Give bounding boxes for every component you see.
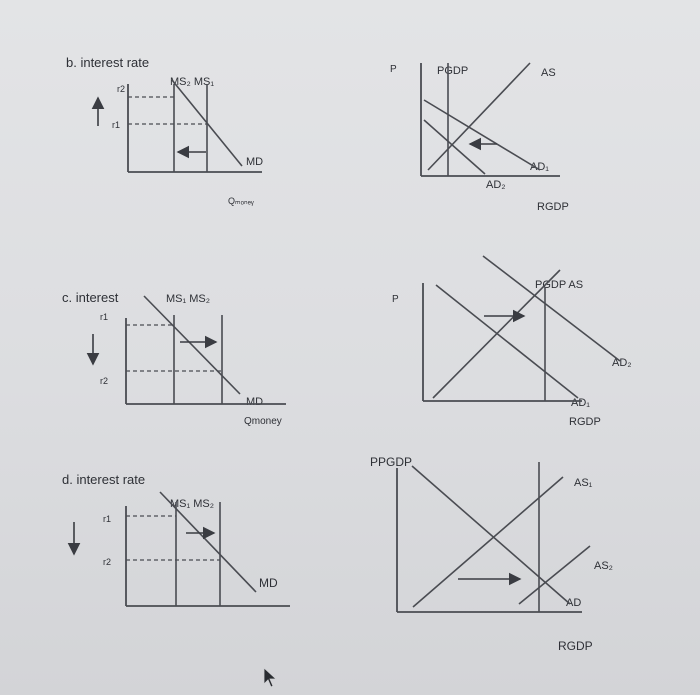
panel-d-as2-label: AS₂ bbox=[594, 560, 613, 572]
panel-d-as2-curve bbox=[519, 546, 590, 604]
panel-d-ppgdp-label: PPGDP bbox=[370, 455, 413, 469]
panel-d-as1-curve bbox=[413, 477, 563, 607]
panel-b-adas bbox=[390, 63, 569, 213]
panel-c-p-label: P bbox=[392, 294, 399, 305]
panel-d-md-label: MD bbox=[259, 576, 278, 590]
panel-c-ad2-label: AD₂ bbox=[612, 357, 632, 369]
panel-c-md-label: MD bbox=[246, 396, 264, 408]
panel-b-r2-label: r2 bbox=[117, 84, 126, 94]
panel-c-ad1-label: AD₁ bbox=[571, 397, 590, 409]
panel-b-p-label: P bbox=[390, 64, 397, 75]
panel-c-rgdp-label: RGDP bbox=[569, 416, 601, 428]
panel-b-r1-label: r1 bbox=[112, 120, 121, 130]
mouse-pointer-icon bbox=[264, 668, 276, 687]
panel-b-ad2-curve bbox=[424, 120, 485, 174]
panel-b-md-label: MD bbox=[246, 156, 264, 168]
panel-b-title: b. interest rate bbox=[66, 55, 150, 70]
panel-c-md-curve bbox=[144, 296, 240, 394]
panel-b-as-label: AS bbox=[541, 67, 556, 79]
panel-b-ms-labels: MS₂ MS₁ bbox=[170, 76, 215, 88]
panel-c-qmoney-label: Qmoney bbox=[244, 416, 282, 427]
panel-c-ms-labels: MS₁ MS₂ bbox=[166, 293, 211, 305]
panel-d-r1-label: r1 bbox=[103, 514, 112, 524]
panel-d-rgdp-label: RGDP bbox=[558, 639, 593, 653]
panel-d-ad-curve bbox=[412, 466, 570, 604]
panel-b-ad2-label: AD₂ bbox=[486, 179, 506, 191]
panel-d-title: d. interest rate bbox=[62, 472, 146, 487]
panel-d-r2-label: r2 bbox=[103, 557, 112, 567]
panel-c-ad1-curve bbox=[436, 285, 578, 398]
panel-c-title: c. interest bbox=[62, 290, 119, 305]
panel-b-pgdp-label: PGDP bbox=[437, 65, 469, 77]
panel-b-qmoney-label: Qₘₒₙₑᵧ bbox=[228, 196, 254, 206]
panel-b-money-market bbox=[66, 55, 263, 206]
panel-c-pgdp-as-label: PGDP AS bbox=[535, 279, 584, 291]
panel-c-money-market bbox=[62, 290, 286, 427]
panel-d-adas bbox=[370, 455, 613, 653]
panel-d-ad-label: AD bbox=[566, 597, 582, 609]
panel-b-rgdp-label: RGDP bbox=[537, 201, 569, 213]
panel-d-money-market bbox=[62, 472, 290, 606]
panel-c-r1-label: r1 bbox=[100, 312, 109, 322]
panel-c-adas bbox=[392, 256, 632, 428]
panel-b-ad1-label: AD₁ bbox=[530, 161, 549, 173]
panel-d-as1-label: AS₁ bbox=[574, 477, 593, 489]
panel-c-ad2-curve bbox=[483, 256, 620, 361]
panel-d-ms-labels: MS₁ MS₂ bbox=[170, 498, 215, 510]
panel-c-r2-label: r2 bbox=[100, 376, 109, 386]
